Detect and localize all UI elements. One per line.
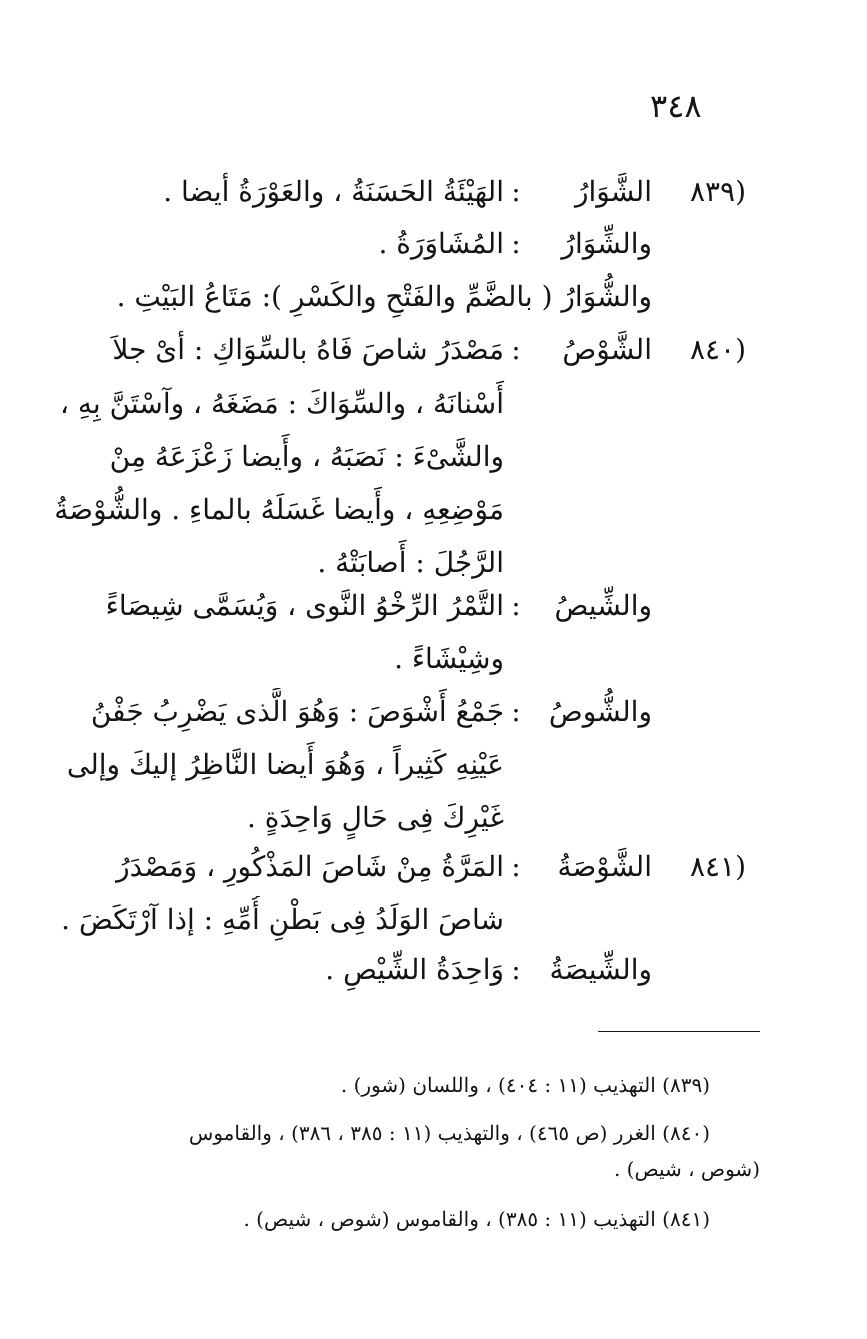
headword: الشَّوَارُ [574,175,652,208]
colon-separator: : [511,227,521,260]
colon-separator: : [511,850,521,883]
entry-number: (٨٤٠ [689,333,746,366]
definition-text: عَيْنِهِ كَثِيراً ، وَهُوَ أَيضا النَّاظِرُ إليكَ وإلى [66,748,504,781]
definition-text: الهَيْئَةُ الحَسَنَةُ ، والعَوْرَةُ أيضا . [163,175,504,208]
entry-line [0,539,867,587]
definition-text: وشِيْشَاءً . [394,642,504,675]
definition-text: أَسْنانَهُ ، والسِّوَاكَ : مَضَغَهُ ، وآسْتَنَّ بِهِ ، [59,387,504,420]
entry-number: (٨٣٩ [689,175,746,208]
definition-text: مَوْضِعِهِ ، وأَيضا غَسَلَهُ بالماءِ . والشُّوْصَةُ [54,493,504,526]
headword: والشِّيصُ [554,589,652,622]
definition-text: مَصْدَرُ شاصَ فَاهُ بالسِّوَاكِ : أىْ جلاَ [112,333,504,366]
headword: الشَّوْصُ [562,333,652,366]
entry-line [0,794,867,842]
entry-line [0,168,867,216]
colon-separator: : [511,695,521,728]
entry-line [0,688,867,736]
footnote-continuation: (شوص ، شيص) . [613,1157,760,1181]
page-number: ٣٤٨ [650,87,702,125]
footnote: (٨٣٩) التهذيب (١١ : ٤٠٤) ، واللسان (شور) . [340,1073,710,1097]
entry-line [0,433,867,481]
entry-line [0,486,867,534]
colon-separator: : [511,953,521,986]
definition-text: والشَّىْءَ : نَصَبَهُ ، وأَيضا زَعْزَعَهُ مِنْ [109,440,504,473]
colon-separator: : [511,175,521,208]
headword: الشَّوْصَةُ [557,850,652,883]
definition-text: المَرَّةُ مِنْ شَاصَ المَذْكُورِ ، وَمَصْدَرُ [116,850,504,883]
entry-line [0,635,867,683]
entry-line [0,220,867,268]
definition-text: والشُّوَارُ ( بالضَّمِّ والفَتْحِ والكَسْرِ ): مَتَاعُ البَيْتِ . [116,280,652,313]
entry-number: (٨٤١ [689,850,746,883]
definition-text: جَمْعُ أَشْوَصَ : وَهُوَ الَّذى يَضْرِبُ جَفْنُ [90,695,504,728]
entry-line [0,582,867,630]
definition-text: المُشَاوَرَةُ . [378,227,504,260]
entry-line [0,273,867,321]
colon-separator: : [511,333,521,366]
footnote: (٨٤١) التهذيب (١١ : ٣٨٥) ، والقاموس (شوص ، شيص) . [243,1207,710,1231]
entry-line [0,843,867,891]
definition-text: وَاحِدَةُ الشِّيْصِ . [325,953,504,986]
headword: والشِّيصَةُ [549,953,652,986]
headword: والشِّوَارُ [561,227,652,260]
footnote: (٨٤٠) الغرر (ص ٤٦٥) ، والتهذيب (١١ : ٣٨٥ ، ٣٨٦) ، والقاموس [188,1121,710,1145]
definition-text: شاصَ الوَلَدُ فِى بَطْنِ أُمِّهِ : إذا آرْتَكَضَ . [61,903,504,936]
entry-line [0,380,867,428]
colon-separator: : [511,589,521,622]
entry-line [0,741,867,789]
definition-text: غَيْرِكَ فِى حَالٍ وَاحِدَةٍ . [246,801,504,834]
headword: والشُّوصُ [548,695,652,728]
definition-text: الرَّجُلَ : أَصابَتْهُ . [317,546,504,579]
entry-line [0,896,867,944]
entry-line [0,946,867,994]
footnote-divider [598,1031,760,1032]
definition-text: التَّمْرُ الرِّخْوُ النَّوى ، وَيُسَمَّى شِيصَاءً [105,589,504,622]
entry-line [0,326,867,374]
